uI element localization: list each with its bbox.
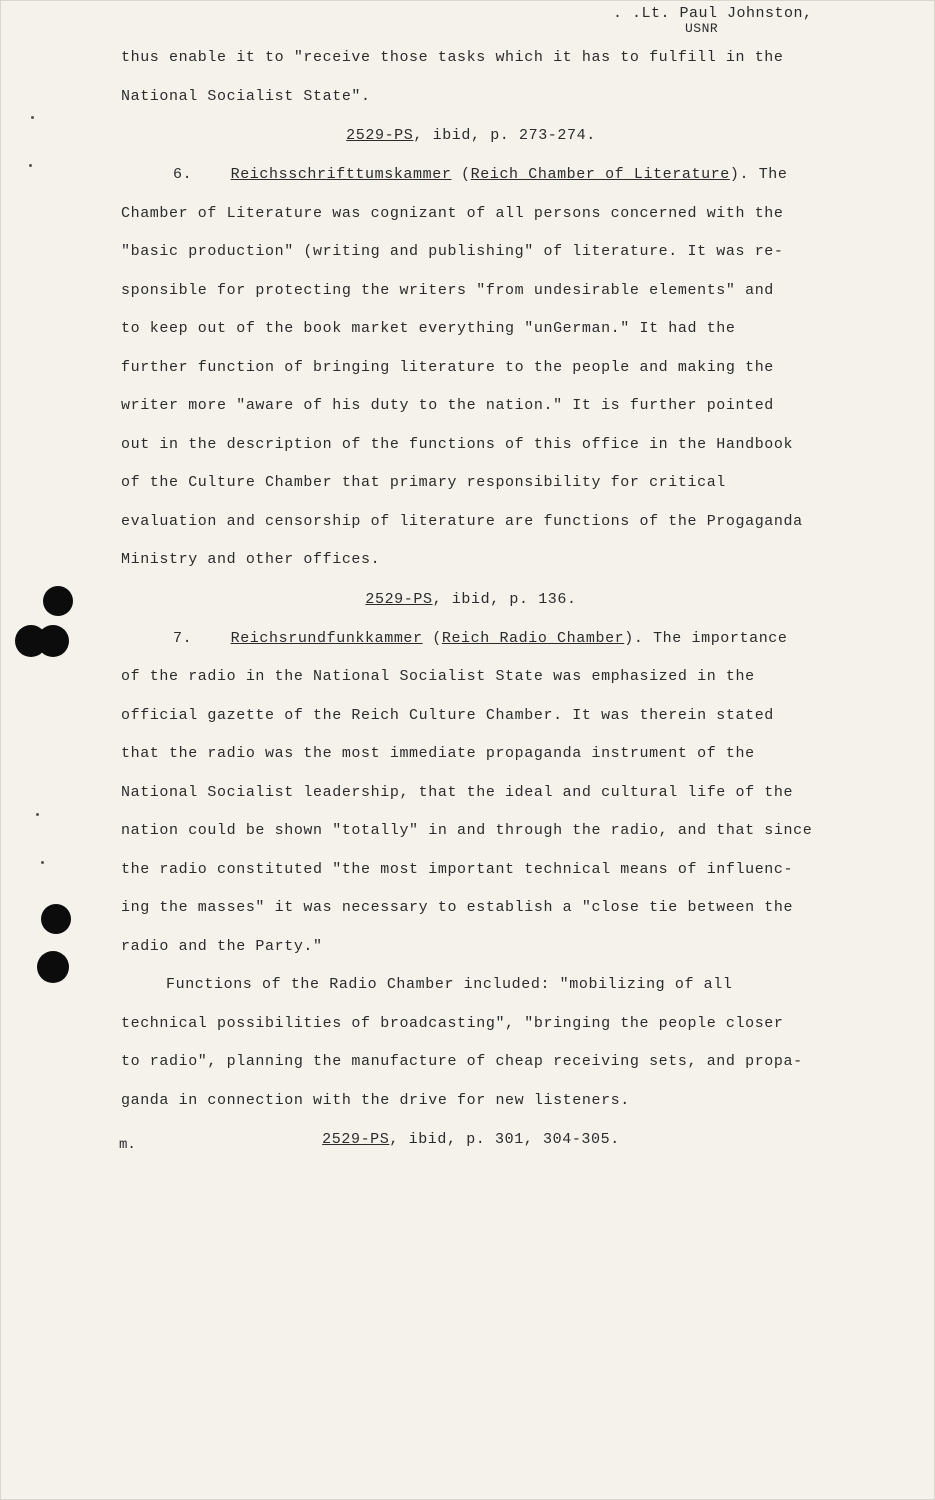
section-number: 7. bbox=[173, 629, 193, 647]
text-line: Chamber of Literature was cognizant of all persons concerned with the bbox=[121, 204, 784, 222]
citation bbox=[121, 580, 821, 620]
text-line: evaluation and censorship of literature are functions of the Progaganda bbox=[121, 512, 803, 530]
text-line: to radio", planning the manufacture of cheap receiving sets, and propa- bbox=[121, 1053, 803, 1070]
text-line: National Socialist State". bbox=[121, 87, 371, 105]
text-line: thus enable it to "receive those tasks which it has to fulfill in the bbox=[121, 49, 784, 66]
citation-rest: , ibid, p. 273-274. bbox=[413, 127, 596, 144]
section-heading: 7. Reichsrundfunkkammer (Reich Radio Chamber). The importance bbox=[173, 629, 788, 647]
citation bbox=[121, 1120, 821, 1160]
speck bbox=[41, 861, 44, 864]
text-line: official gazette of the Reich Culture Chamber. It was therein stated bbox=[121, 706, 774, 724]
text-line: National Socialist leadership, that the ideal and cultural life of the bbox=[121, 783, 794, 801]
section-title: Reichsschrifttumskammer bbox=[230, 166, 452, 183]
citation-rest: , ibid, p. 136. bbox=[432, 590, 577, 608]
punch-hole bbox=[41, 904, 71, 934]
text-line: out in the description of the functions of this office in the Handbook bbox=[121, 435, 794, 453]
text-line: writer more "aware of his duty to the nation." It is further pointed bbox=[121, 397, 774, 414]
section-title: Reichsrundfunkkammer bbox=[230, 629, 423, 647]
speck bbox=[29, 164, 32, 167]
author-header bbox=[613, 5, 813, 36]
section-translation: Reich Chamber of Literature bbox=[470, 166, 730, 183]
section-number: 6. bbox=[173, 166, 193, 183]
text-line: radio and the Party." bbox=[121, 937, 323, 955]
punch-hole bbox=[37, 951, 69, 983]
citation-ref: 2529-PS bbox=[346, 127, 414, 144]
citation-ref: 2529-PS bbox=[322, 1131, 390, 1148]
text-line: Functions of the Radio Chamber included: "mobilizing of all bbox=[166, 976, 733, 993]
text-line: sponsible for protecting the writers "from undesirable elements" and bbox=[121, 281, 774, 299]
text-line: further function of bringing literature to the people and making the bbox=[121, 358, 774, 376]
section-translation: Reich Radio Chamber bbox=[441, 629, 625, 647]
speck bbox=[31, 116, 34, 119]
citation bbox=[121, 116, 821, 156]
typist-initial: m. bbox=[119, 1137, 136, 1153]
speck bbox=[36, 813, 39, 816]
section-line-end: ). The importance bbox=[624, 629, 788, 647]
author-name: . .Lt. Paul Johnston, bbox=[613, 5, 813, 22]
text-line: nation could be shown "totally" in and through the radio, and that since bbox=[121, 822, 813, 839]
citation-rest: , ibid, p. 301, 304-305. bbox=[389, 1131, 620, 1148]
section-heading: 6. Reichsschrifttumskammer (Reich Chamber of Literature). The bbox=[173, 166, 788, 183]
text-line: technical possibilities of broadcasting", "bringing the people closer bbox=[121, 1014, 784, 1032]
document-body bbox=[121, 39, 821, 1160]
text-line: Ministry and other offices. bbox=[121, 551, 381, 568]
punch-hole bbox=[37, 625, 69, 657]
citation-ref: 2529-PS bbox=[365, 590, 433, 608]
text-line: "basic production" (writing and publishing" of literature. It was re- bbox=[121, 243, 784, 260]
text-line: that the radio was the most immediate propaganda instrument of the bbox=[121, 745, 755, 762]
punch-hole bbox=[43, 586, 73, 616]
text-line: ganda in connection with the drive for new listeners. bbox=[121, 1091, 630, 1109]
author-service: USNR bbox=[685, 21, 719, 36]
text-line: of the Culture Chamber that primary responsibility for critical bbox=[121, 474, 726, 491]
text-line: ing the masses" it was necessary to establish a "close tie between the bbox=[121, 899, 794, 916]
text-line: to keep out of the book market everything "unGerman." It had the bbox=[121, 320, 736, 337]
section-line-end: ). The bbox=[729, 166, 788, 183]
text-line: of the radio in the National Socialist State was emphasized in the bbox=[121, 668, 755, 685]
text-line: the radio constituted "the most important technical means of influenc- bbox=[121, 860, 794, 878]
